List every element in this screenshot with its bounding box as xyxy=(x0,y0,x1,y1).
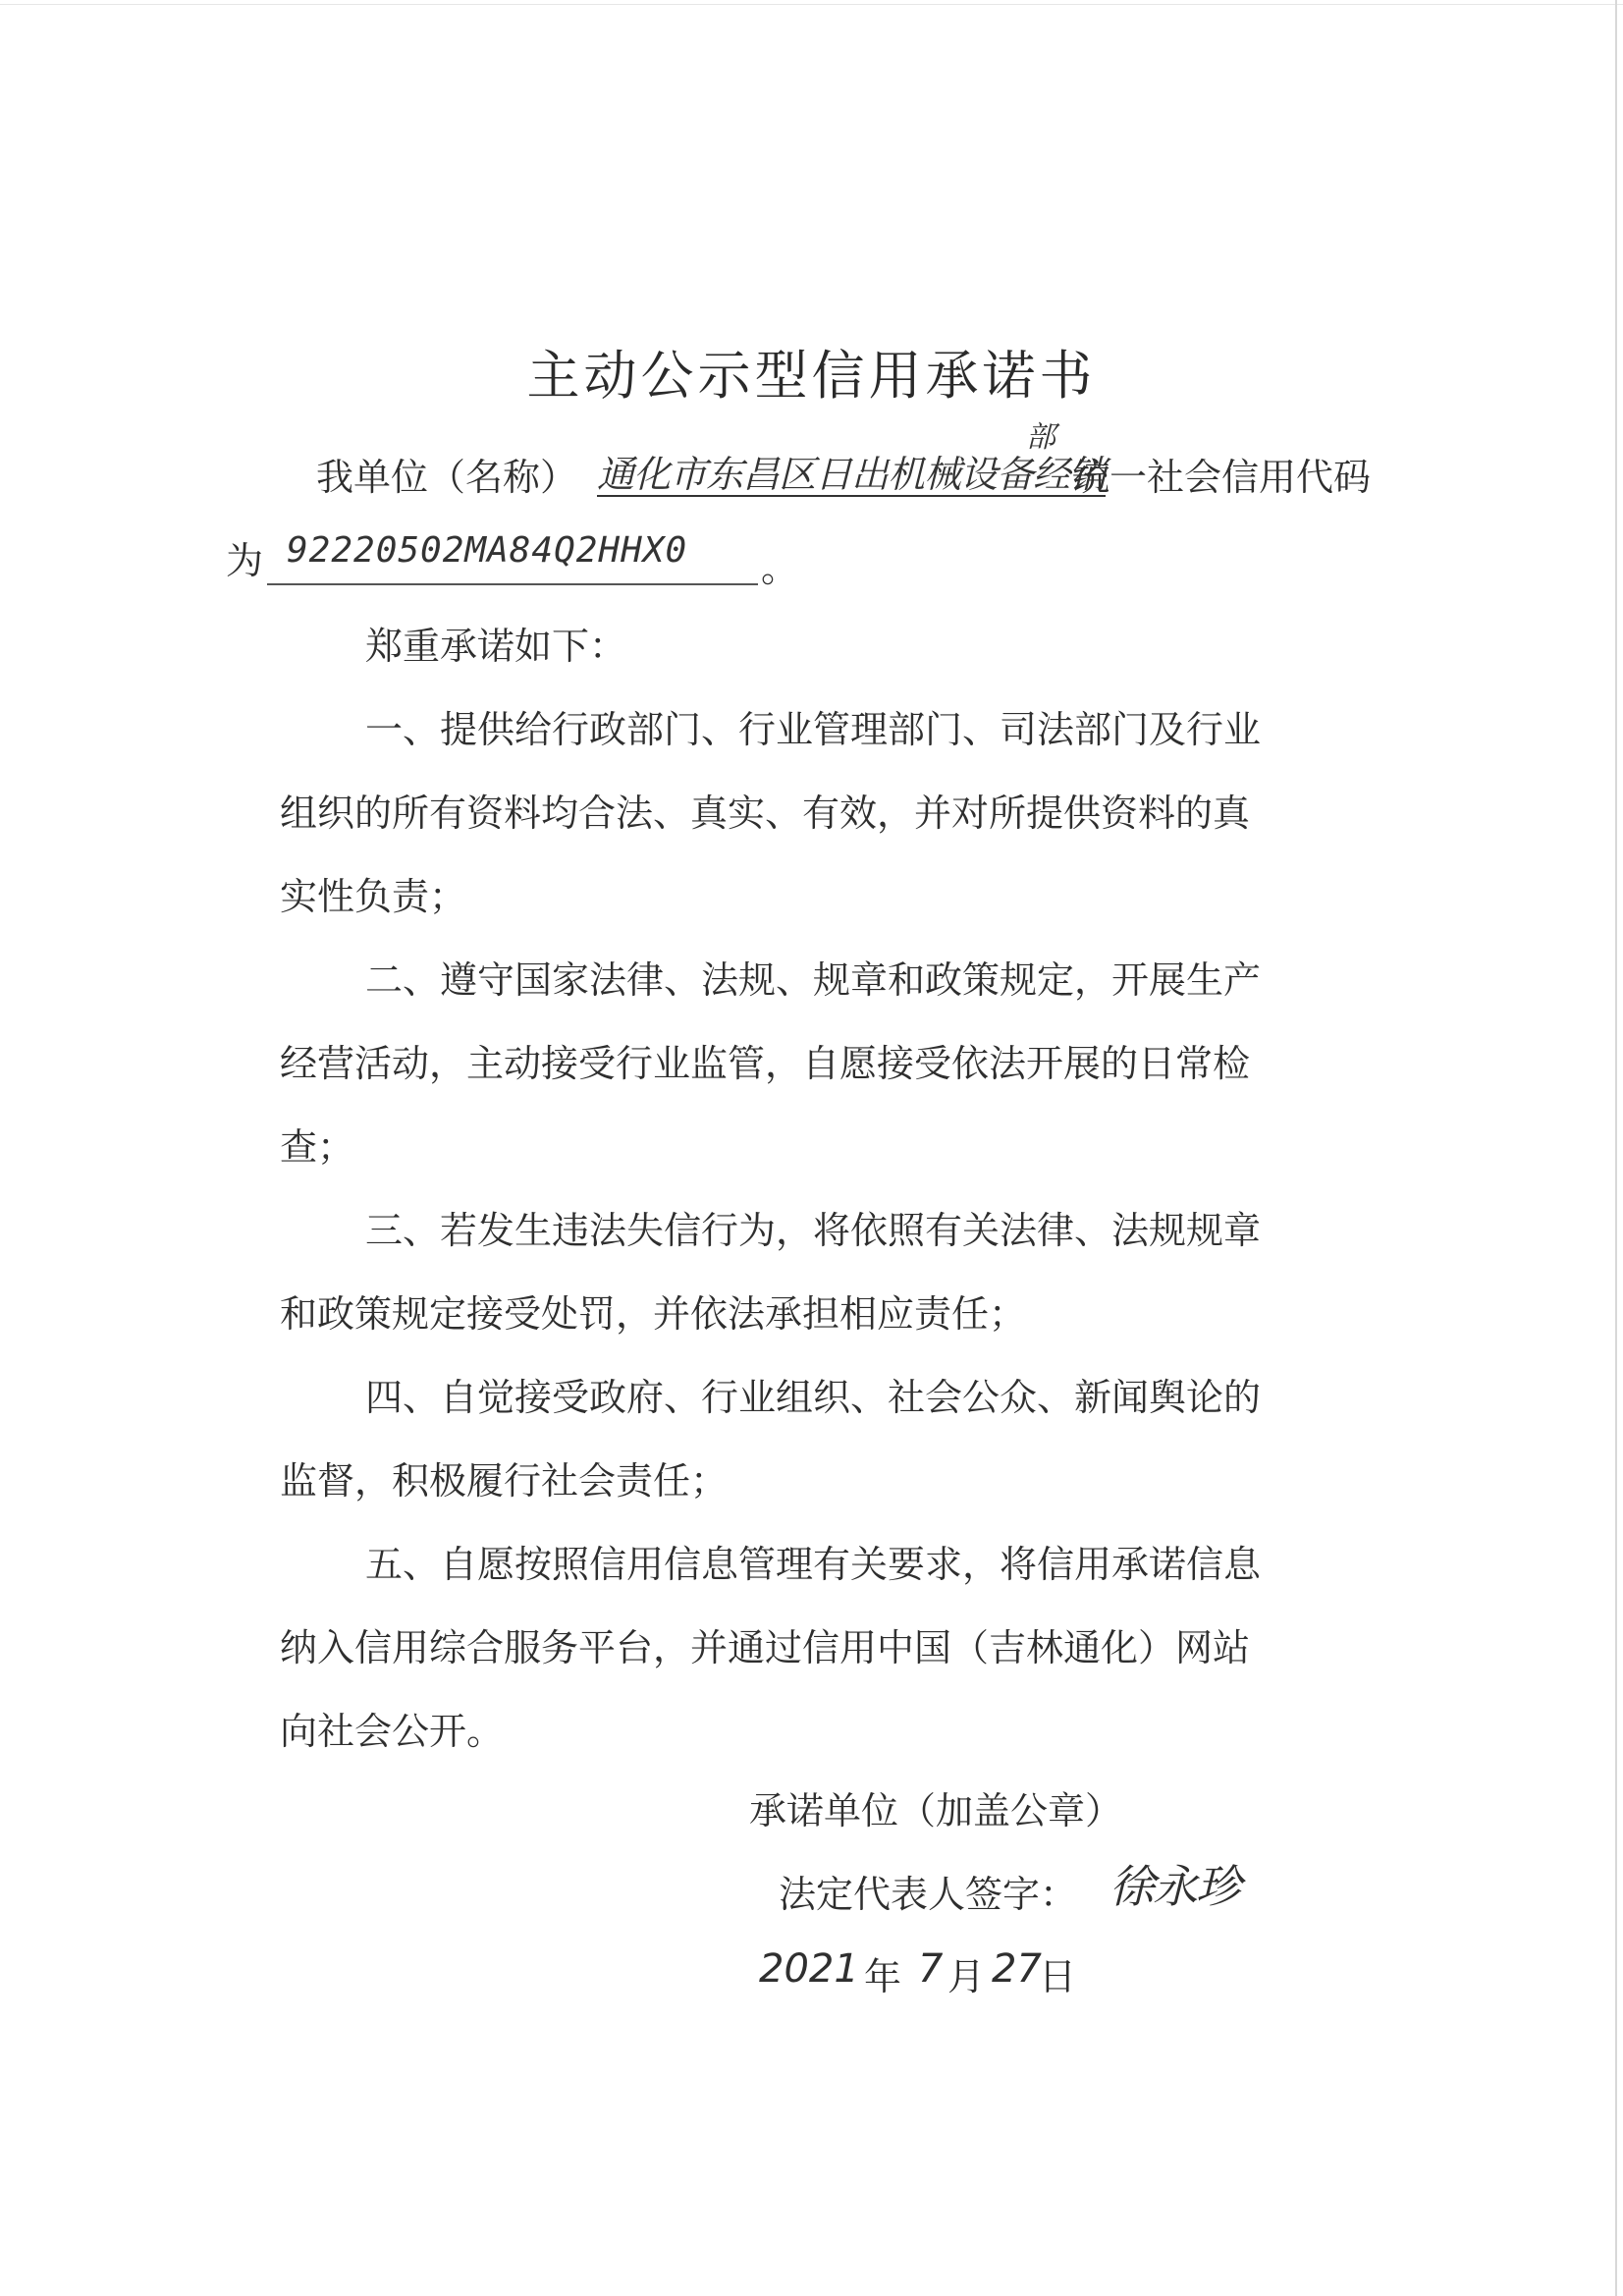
item-2-line-2: 经营活动，主动接受行业监管，自愿接受依法开展的日常检 xyxy=(280,1042,1251,1085)
item-1-line-2: 组织的所有资料均合法、真实、有效，并对所提供资料的真 xyxy=(280,792,1251,835)
credit-code-underline xyxy=(267,583,758,585)
handwritten-signature: 徐永珍 xyxy=(1109,1860,1239,1913)
item-5-line-3: 向社会公开。 xyxy=(280,1710,505,1753)
code-suffix: 。 xyxy=(761,547,799,590)
item-1-line-3: 实性负责； xyxy=(280,875,467,918)
date-month-handwritten: 7 xyxy=(918,1946,944,1992)
item-4-line-1: 四、自觉接受政府、行业组织、社会公众、新闻舆论的 xyxy=(365,1376,1262,1419)
date-day-handwritten: 27 xyxy=(992,1946,1042,1992)
company-name-handwritten-extra: 部 xyxy=(1026,420,1055,455)
item-1-line-1: 一、提供给行政部门、行业管理部门、司法部门及行业 xyxy=(365,708,1262,751)
commitment-heading: 郑重承诺如下： xyxy=(365,625,627,668)
date-year-text: 年 xyxy=(864,1955,902,1998)
item-2-line-3: 查； xyxy=(280,1125,355,1169)
date-month-text: 月 xyxy=(947,1955,986,1998)
code-prefix: 为 xyxy=(226,539,264,582)
legal-rep-label: 法定代表人签字： xyxy=(779,1873,1078,1916)
credit-code-handwritten: 92220502MA84Q2HHX0 xyxy=(287,530,688,571)
commitment-unit-label: 承诺单位（加盖公章） xyxy=(749,1789,1123,1832)
page-edge-top xyxy=(0,4,1623,5)
intro-prefix: 我单位（名称） xyxy=(316,456,578,499)
item-5-line-2: 纳入信用综合服务平台，并通过信用中国（吉林通化）网站 xyxy=(280,1626,1251,1669)
intro-suffix: 统一社会信用代码 xyxy=(1072,456,1372,499)
date-day-text: 日 xyxy=(1039,1955,1077,1998)
date-year-handwritten: 2021 xyxy=(759,1946,859,1992)
item-2-line-1: 二、遵守国家法律、法规、规章和政策规定，开展生产 xyxy=(365,958,1262,1002)
company-name-handwritten: 通化市东昌区日出机械设备经销 xyxy=(597,453,1107,496)
document-title: 主动公示型信用承诺书 xyxy=(526,345,1097,407)
item-3-line-2: 和政策规定接受处罚，并依法承担相应责任； xyxy=(280,1292,1027,1336)
item-3-line-1: 三、若发生违法失信行为，将依照有关法律、法规规章 xyxy=(365,1209,1262,1252)
item-4-line-2: 监督，积极履行社会责任； xyxy=(280,1459,729,1503)
item-5-line-1: 五、自愿按照信用信息管理有关要求，将信用承诺信息 xyxy=(365,1543,1262,1586)
